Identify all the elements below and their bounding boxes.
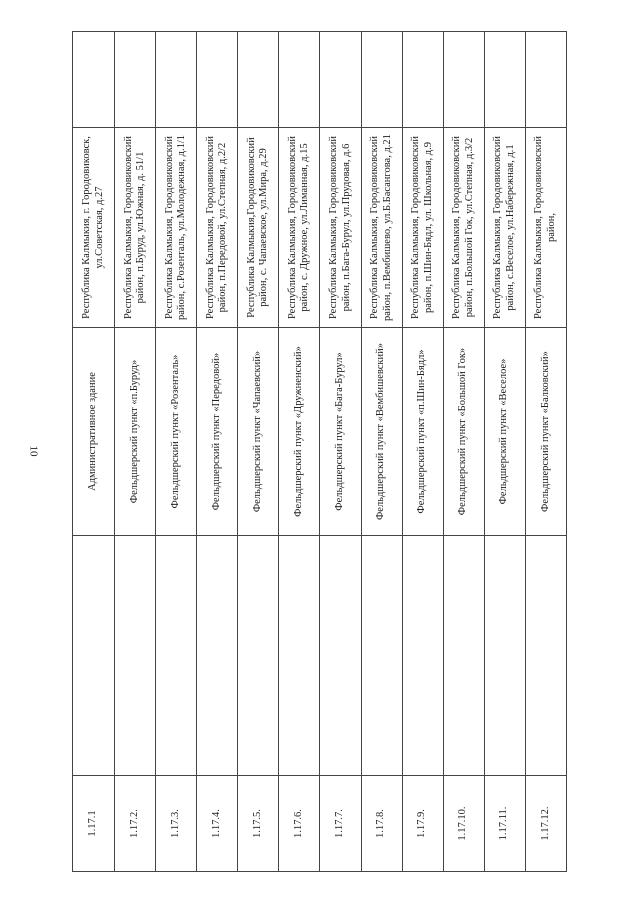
facility-address-cell: [484, 128, 525, 328]
row-number: 1.17.5.: [252, 809, 264, 838]
row-number: 1.17.10.: [457, 806, 469, 841]
table-row: [361, 32, 402, 872]
facility-name: Фельдшерский пункт «п.Шин-Бядл»: [416, 349, 428, 514]
facility-name: Фельдшерский пункт «Балковский»: [539, 351, 551, 512]
table-row: [73, 32, 115, 872]
row-number: 1.17.6.: [293, 809, 305, 838]
table-row: [484, 32, 525, 872]
empty-cell: [484, 32, 525, 128]
row-number-cell: [443, 776, 484, 872]
facility-address-cell: [238, 128, 279, 328]
facility-address: Республика Калмыкия, Городовиковский район, п.Шин-Бядл, ул. Школьная, д.9: [410, 135, 434, 320]
facility-name-cell: [525, 328, 566, 536]
facility-table: [72, 31, 567, 872]
empty-cell: [525, 32, 566, 128]
empty-cell: [73, 536, 115, 776]
empty-cell: [443, 32, 484, 128]
facility-name: Фельдшерский пункт «п.Буруд»: [128, 359, 140, 504]
empty-cell: [197, 32, 238, 128]
table-row: [197, 32, 238, 872]
empty-cell: [197, 536, 238, 776]
facility-name-cell: [402, 328, 443, 536]
facility-name-cell: [115, 328, 156, 536]
empty-cell: [279, 536, 320, 776]
facility-address: Республика Калмыкия, Городовиковский район, с.Веселое, ул.Набережная, д.1: [492, 135, 516, 320]
facility-address: Республика Калмыкия, г. Городовиковск, ул.Советская, д.27: [80, 136, 105, 319]
facility-name: Фельдшерский пункт «Чапаевский»: [252, 350, 264, 513]
facility-name: Фельдшерский пункт «Вембишевский»: [375, 342, 387, 521]
facility-name-cell: [320, 328, 361, 536]
facility-address-cell: [197, 128, 238, 328]
facility-name-cell: [443, 328, 484, 536]
facility-name: Фельдшерский пункт «Передовой»: [211, 352, 223, 511]
row-number-cell: [525, 776, 566, 872]
empty-cell: [361, 32, 402, 128]
table-row: [279, 32, 320, 872]
table-row: [238, 32, 279, 872]
facility-address: Республика Калмыкия, Городовиковский район, п.Большой Гок, ул.Степная, д.3/2: [451, 135, 475, 320]
facility-address: Республика Калмыкия, Городовиковский район, п.Буруд, ул.Южная, д. 51/1: [122, 135, 147, 320]
row-number-cell: [156, 776, 197, 872]
empty-cell: [238, 536, 279, 776]
facility-address-cell: [156, 128, 197, 328]
row-number-cell: [279, 776, 320, 872]
row-number-cell: [320, 776, 361, 872]
facility-name: Фельдшерский пункт «Розенталь»: [169, 354, 181, 509]
empty-cell: [238, 32, 279, 128]
row-number: 1.17.2.: [128, 809, 140, 838]
row-number-cell: [402, 776, 443, 872]
empty-cell: [484, 536, 525, 776]
empty-cell: [156, 32, 197, 128]
facility-address-cell: [443, 128, 484, 328]
facility-address-cell: [73, 128, 115, 328]
table-row: [443, 32, 484, 872]
row-number: 1.17.1: [87, 810, 99, 837]
row-number-cell: [197, 776, 238, 872]
facility-name-cell: [279, 328, 320, 536]
empty-cell: [402, 32, 443, 128]
facility-table-body: [73, 32, 567, 872]
facility-address-cell: [320, 128, 361, 328]
facility-address: Республика Калмыкия, Городовиковский район, п.Бага-Бурул, ул.Прудовая, д.6: [327, 135, 352, 320]
row-number: 1.17.4.: [211, 809, 223, 838]
empty-cell: [73, 32, 115, 128]
facility-address: Республика Калмыкия,Городовиковский район, с. Чапаевское, ул.Мира, д.29: [245, 137, 270, 318]
empty-cell: [361, 536, 402, 776]
row-number-cell: [238, 776, 279, 872]
table-row: [320, 32, 361, 872]
facility-name-cell: [156, 328, 197, 536]
facility-address-cell: [115, 128, 156, 328]
row-number: 1.17.11.: [498, 806, 510, 841]
facility-name: Фельдшерский пункт «Веселое»: [498, 358, 510, 505]
row-number: 1.17.9.: [416, 809, 428, 838]
row-number: 1.17.8.: [375, 809, 387, 838]
facility-address: Республика Калмыкия, Городовиковский район, с. Дружное, ул.Лиманная, д.15: [286, 135, 311, 320]
row-number: 1.17.12.: [539, 806, 551, 841]
empty-cell: [279, 32, 320, 128]
facility-name: Фельдшерский пункт «Большой Гок»: [457, 347, 469, 516]
empty-cell: [156, 536, 197, 776]
facility-name: Административное здание: [87, 372, 99, 491]
row-number: 1.17.7.: [334, 809, 346, 838]
page-number: 10: [27, 445, 40, 457]
row-number-cell: [484, 776, 525, 872]
facility-table-wrapper: [72, 32, 567, 872]
facility-name: Фельдшерский пункт «Бага-Бурул»: [334, 352, 346, 511]
row-number-cell: [73, 776, 115, 872]
row-number-cell: [115, 776, 156, 872]
row-number: 1.17.3.: [169, 809, 181, 838]
empty-cell: [115, 32, 156, 128]
table-row: [156, 32, 197, 872]
empty-cell: [443, 536, 484, 776]
table-row: [525, 32, 566, 872]
empty-cell: [525, 536, 566, 776]
facility-name-cell: [197, 328, 238, 536]
facility-name: Фельдшерский пункт «Дружненский»: [293, 346, 305, 517]
facility-name-cell: [73, 328, 115, 536]
empty-cell: [402, 536, 443, 776]
empty-cell: [320, 536, 361, 776]
empty-cell: [320, 32, 361, 128]
table-row: [115, 32, 156, 872]
facility-address-cell: [525, 128, 566, 328]
facility-name-cell: [361, 328, 402, 536]
facility-address-cell: [279, 128, 320, 328]
row-number-cell: [361, 776, 402, 872]
facility-address-cell: [361, 128, 402, 328]
facility-address: Республика Калмыкия, Городовиковский район,: [533, 135, 557, 320]
facility-name-cell: [238, 328, 279, 536]
facility-address: Республика Калмыкия, Городовиковский район, п.Вембишево, ул.Б.Басангова, д.21: [368, 134, 393, 321]
facility-address: Республика Калмыкия, Городовиковский район, с.Розенталь, ул.Молодежная, д.1/1: [163, 135, 188, 320]
facility-address-cell: [402, 128, 443, 328]
table-row: [402, 32, 443, 872]
facility-address: Республика Калмыкия, Городовиковский район, п.Передовой, ул.Степная, д.2/2: [204, 135, 229, 320]
facility-name-cell: [484, 328, 525, 536]
empty-cell: [115, 536, 156, 776]
